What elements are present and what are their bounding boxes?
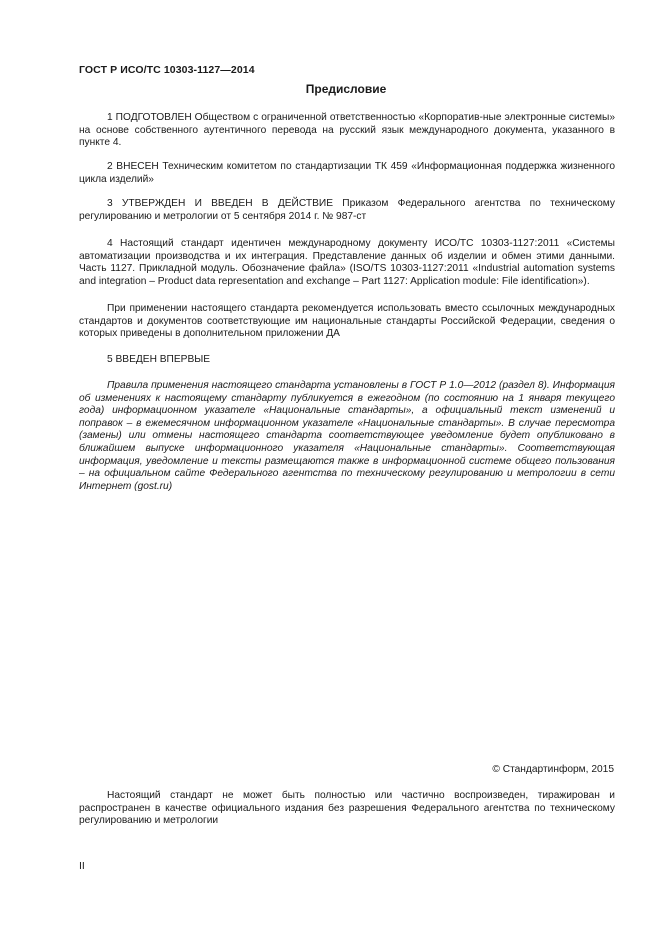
page-title: Предисловие xyxy=(305,82,387,96)
page-number: II xyxy=(79,860,85,872)
paragraph-first-introduced: 5 ВВЕДЕН ВПЕРВЫЕ xyxy=(107,354,211,365)
copyright-line: © Стандартинформ, 2015 xyxy=(492,764,614,775)
paragraph-prepared: 1 ПОДГОТОВЛЕН Обществом с ограниченной ответственностью «Корпоратив-ные электронные системы» на основе собственного аутентичного перевода на русский язык международного документа, указанного в пункте 4. xyxy=(79,112,615,149)
paragraph-approved: 3 УТВЕРЖДЕН И ВВЕДЕН В ДЕЙСТВИЕ Приказом Федерального агентства по техническому регулированию и метрологии от 5 сентября 2014 г. № 987-ст xyxy=(79,198,615,222)
reproduction-notice: Настоящий стандарт не может быть полностью или частично воспроизведен, тиражирован и распространен в качестве официального издания без разрешения Федерального агентства по техническому регулированию и метрологии xyxy=(79,790,615,827)
standard-designation: ГОСТ Р ИСО/ТС 10303-1127—2014 xyxy=(79,64,255,76)
rules-notice: Правила применения настоящего стандарта установлены в ГОСТ Р 1.0—2012 (раздел 8). Информация об изменениях к настоящему стандарту публикуется в ежегодном (по состоянию на 1 января текущего года) информационном указателе «Национальные стандарты», а официальный текст изменений и поправок – в ежемесячном информационном указателе «Национальные стандарты». В случае пересмотра (замены) или отмены настоящего стандарта соответствующее уведомление будет опубликовано в ближайшем выпуске информационного указателя «Национальные стандарты». Соответствующая информация, уведомление и тексты размещаются также в информационной системе общего пользования – на официальном сайте Федерального агентства по техническому регулированию и метрологии в сети Интернет (gost.ru) xyxy=(79,380,615,492)
paragraph-introduced: 2 ВНЕСЕН Техническим комитетом по стандартизации ТК 459 «Информационная поддержка жизненного цикла изделий» xyxy=(79,161,615,185)
paragraph-identical: 4 Настоящий стандарт идентичен международному документу ИСО/ТС 10303-1127:2011 «Системы автоматизации производства и их интеграция. Представление данных об изделии и обмен этими данными. Часть 1127. Прикладной модуль. Обозначение файла» (ISO/TS 10303-1127:2011 «Industrial automation systems and integration – Product data representation and exchange – Part 1127: Application module: File identification»). xyxy=(79,238,615,287)
paragraph-references: При применении настоящего стандарта рекомендуется использовать вместо ссылочных международных стандартов и документов соответствующие им национальные стандарты Российской Федерации, сведения о которых приведены в дополнительном приложении ДА xyxy=(79,303,615,340)
